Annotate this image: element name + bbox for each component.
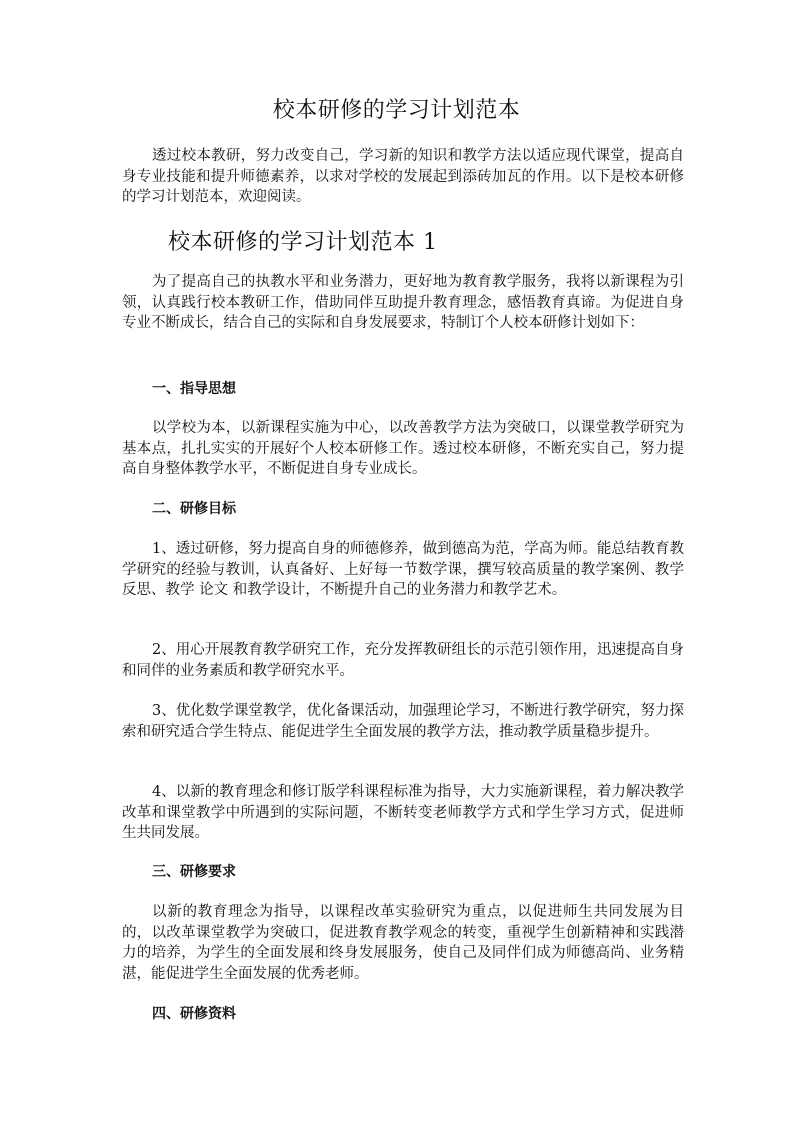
heading-research-goals: 二、研修目标 — [152, 501, 236, 517]
document-title: 校本研修的学习计划范本 — [272, 98, 521, 123]
goal-3-paragraph: 3、优化数学课堂教学，优化备课活动，加强理论学习，不断进行教学研究，努力探索和研究适合学生特点、能促进学生全面发展的教学方法，推动教学质量稳步提升。 — [122, 703, 684, 740]
intro-paragraph: 透过校本教研，努力改变自己，学习新的知识和教学方法以适应现代课堂，提高自身专业技能和提升师德素养，以求对学校的发展起到添砖加瓦的作用。以下是校本研修的学习计划范本，欢迎阅读。 — [122, 148, 684, 205]
heading-research-materials: 四、研修资料 — [152, 1006, 236, 1022]
guiding-thought-paragraph: 以学校为本，以新课程实施为中心，以改善教学方法为突破口，以课堂教学研究为基本点，扎扎实实的开展好个人校本研修工作。透过校本研修，不断充实自己，努力提高自身整体教学水平，不断促进自身专业成长。 — [122, 420, 684, 477]
heading-research-requirements: 三、研修要求 — [152, 864, 236, 880]
goal-4-paragraph: 4、以新的教育理念和修订版学科课程标准为指导，大力实施新课程，着力解决教学改革和课堂教学中所遇到的实际问题，不断转变老师教学方式和学生学习方式，促进师生共同发展。 — [122, 784, 684, 841]
section-title: 校本研修的学习计划范本 1 — [168, 230, 438, 255]
goal-1-paragraph: 1、透过研修，努力提高自身的师德修养，做到德高为范，学高为师。能总结教育教学研究的经验与教训，认真备好、上好每一节数学课，撰写较高质量的教学案例、教学反思、教学 论文 和教学设计，不断提升自己的业务潜力和教学艺术。 — [122, 541, 684, 598]
goal-2-paragraph: 2、用心开展教育教学研究工作，充分发挥教研组长的示范引领作用，迅速提高自身和同伴的业务素质和教学研究水平。 — [122, 642, 684, 679]
heading-guiding-thought: 一、指导思想 — [152, 381, 236, 397]
opening-paragraph: 为了提高自己的执教水平和业务潜力，更好地为教育教学服务，我将以新课程为引领，认真践行校本教研工作，借助同伴互助提升教育理念，感悟教育真谛。为促进自身专业不断成长，结合自己的实际和自身发展要求，特制订个人校本研修计划如下： — [122, 274, 684, 331]
requirements-paragraph: 以新的教育理念为指导，以课程改革实验研究为重点，以促进师生共同发展为目的，以改革课堂教学为突破口，促进教育教学观念的转变，重视学生创新精神和实践潜力的培养，为学生的全面发展和终身发展服务，使自己及同伴们成为师德高尚、业务精湛，能促进学生全面发展的优秀老师。 — [122, 904, 684, 982]
